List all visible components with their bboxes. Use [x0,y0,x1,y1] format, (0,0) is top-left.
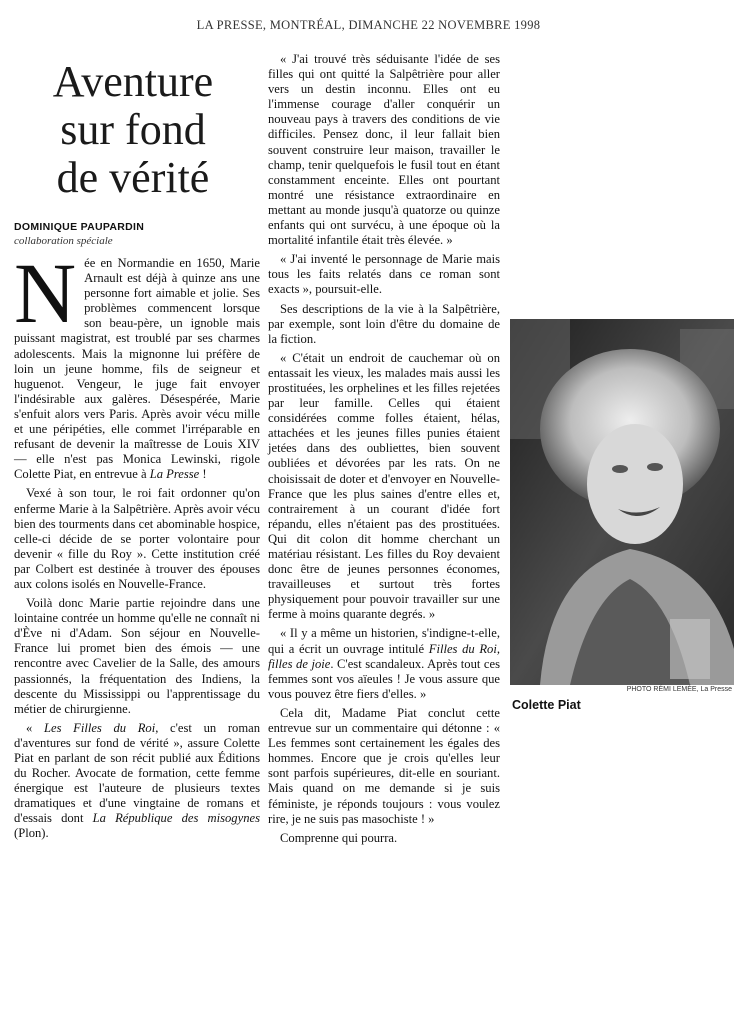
paragraph: Née en Normandie en 1650, Marie Arnault est déjà à quinze ans une personne fort aimable et jolie. Ses problèmes commencent lorsque son beau-père, un ignoble mais puissant magistrat, est troublé par ses charmes adolescents. Mais la mignonne lui préfère de loin un jeune homme, fils de seigneur et huguenot. Vengeur, le juge fait envoyer l'indésirable aux galères. Désespérée, Marie s'enfuit alors vers Paris. Après avoir vécu mille et une péripéties, elle commet l'irréparable en refusant de devenir la maîtresse de Louis XIV — elle n'est pas Monica Lewinski, rigole Colette Piat, en entrevue à La Presse ! [14,245,260,482]
drop-cap: N [14,245,77,341]
byline-role: collaboration spéciale [14,235,113,247]
paragraph: « J'ai trouvé très séduisante l'idée de ses filles qui ont quitté la Salpêtrière pour aller vers un destin inconnu. Elles ont eu l'immense courage d'aller conquérir un nouveau pays à travers des conditions de vie difficiles. Pensez donc, il leur fallait bien souvent construire leur maison, travailler le champ, tenir quelquefois le fusil tout en étant constamment enceinte. Elles ont pourtant montré une résistance extraordinaire en mettant au monde jusqu'à quatorze ou quinze enfants qui ont survécu, à une époque où la mortalité infantile était très élevée. » [268,52,500,248]
paragraph: Ses descriptions de la vie à la Salpêtrière, par exemple, sont loin d'être du domaine de la fiction. [268,301,500,346]
photo-caption: Colette Piat [512,698,581,712]
portrait-photo [510,319,734,685]
paragraph: « Il y a même un historien, s'indigne-t-elle, qui a écrit un ouvrage intitulé Filles du Roi, filles de joie. C'est scandaleux. Après tout ces femmes sont vos aïeules ! Je vous assure que vous pouvez être fiers d'elles. » [268,626,500,701]
photo-credit: PHOTO RÉMI LEMÉE, La Presse [626,686,732,693]
paragraph: Cela dit, Madame Piat conclut cette entrevue sur un commentaire qui détonne : « Les femmes sont certainement les égales des hommes. Encore que je crois qu'elles leur sont parfois supérieures, dit-elle en souriant. Mais quand on me demande si je suis féministe, je réponds toujours : vous voulez rire, je ne suis pas masochiste ! » [268,705,500,826]
paragraph: Vexé à son tour, le roi fait ordonner qu'on enferme Marie à la Salpêtrière. Après avoir vécu bien des tourments dans cet abominable hospice, celle-ci décide de se porter volontaire pour devenir « fille du Roy ». Cette institution créé par Colbert est destinée à trouver des épouses aux colons isolés en Nouvelle-France. [14,486,260,591]
portrait-photo-image [510,319,734,685]
book-title: La République des misogynes [92,811,260,826]
byline-author: DOMINIQUE PAUPARDIN [14,221,145,233]
headline-line-1: Aventure [52,57,214,106]
paragraph: « C'était un endroit de cauchemar où on entassait les vieux, les malades mais aussi les prostituées, les orphelines et les filles rejetées par leur famille. Celles qui étaient considérées comme folles étaient, hélas, attachées et les jeunes filles punies étaient jetées dans des oubliettes, bien souvent oubliées et dévorées par les rats. On ne choisissait de doter et d'envoyer en Nouvelle-France que les plus saines d'entre elles et, contrairement à un courant d'idée fort répandu, elles n'étaient pas des prostituées. Qui dit colon dit homme cherchant un matériau résistant. Les filles du Roy devaient donc être de jeunes personnes économes, travailleuses et surtout très fortes physiquement pour pouvoir travailler sur une ferme à moins quarante degrés. » [268,350,500,622]
paragraph: Comprenne qui pourra. [280,830,398,845]
book-title: Les Filles du Roi [43,720,156,735]
book-title: Filles du Roi, filles de joie [268,641,500,671]
publication-name: La Presse [149,467,200,482]
headline-line-2: sur fond [60,105,206,154]
headline [18,58,248,202]
paragraph: Voilà donc Marie partie rejoindre dans une lointaine contrée un homme qu'elle ne connaît ni d'Ève ni d'Adam. Son séjour en Nouvelle-France lui promet bien des émois — une rencontre avec Cavelier de la Salle, des amours passionnés, la fréquentation des Indiens, la descente du Mississippi ou l'apprentissage du métier de chirurgienne. [14,596,260,716]
article-column-2 [268,52,500,850]
paragraph: « J'ai inventé le personnage de Marie mais tous les faits relatés dans ce roman sont exacts », poursuit-elle. [268,252,500,297]
headline-line-3: de vérité [56,153,210,202]
paragraph: « Les Filles du Roi, c'est un roman d'aventures sur fond de vérité », assure Colette Piat en parlant de son récit publié aux Éditions du Rocher. Avocate de formation, cette femme énergique est l'auteure de plusieurs textes dramatiques et d'une vingtaine de romans et d'essais dont La République des misogynes (Plon). [14,720,260,841]
article-column-1 [14,245,260,846]
masthead: LA PRESSE, MONTRÉAL, DIMANCHE 22 NOVEMBRE 1998 [196,18,541,32]
